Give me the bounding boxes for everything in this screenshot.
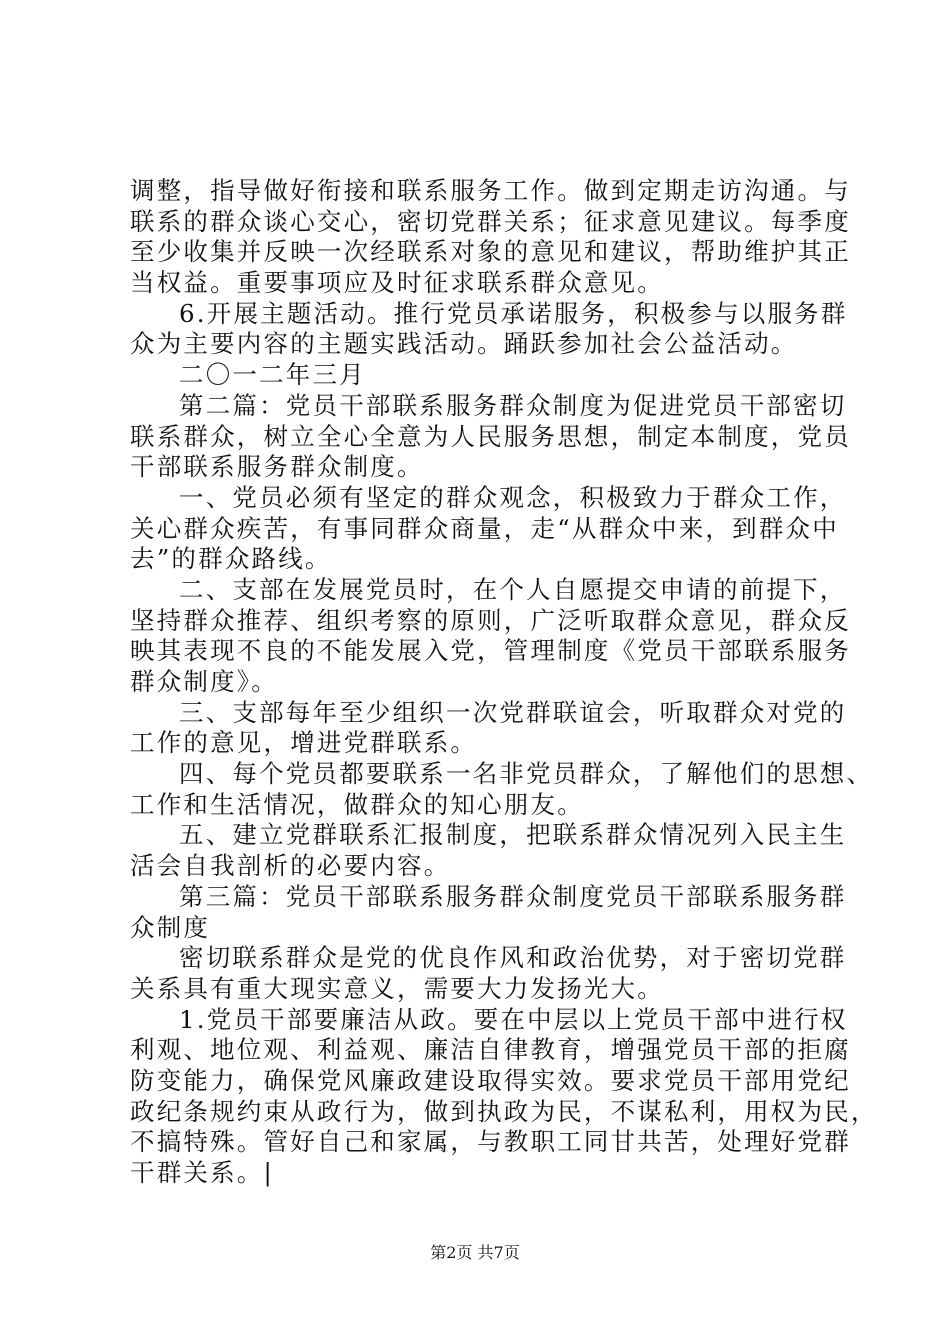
text-line: 不搞特殊。管好自己和家属，与教职工同甘共苦，处理好党群	[130, 1127, 851, 1157]
text-line: 第二篇：党员干部联系服务群众制度为促进党员干部密切	[179, 390, 847, 420]
text-line: 众制度	[130, 912, 211, 942]
text-line: 五、建立党群联系汇报制度，把联系群众情况列入民主生	[179, 820, 847, 850]
text-line: 映其表现不良的不能发展入党，管理制度《党员干部联系服务	[130, 636, 851, 666]
text-line: 干部联系服务群众制度。	[130, 452, 424, 482]
text-line: 四、每个党员都要联系一名非党员群众，了解他们的思想、	[179, 759, 874, 789]
text-line: 密切联系群众是党的优良作风和政治优势，对于密切党群	[179, 943, 847, 973]
text-line: 二、支部在发展党员时，在个人自愿提交申请的前提下，	[179, 574, 847, 604]
text-line: 政纪条规约束从政行为，做到执政为民，不谋私利，用权为民，	[130, 1096, 878, 1126]
text-line: 第三篇：党员干部联系服务群众制度党员干部联系服务群	[179, 881, 847, 911]
text-line: 防变能力，确保党风廉政建设取得实效。要求党员干部用党纪	[130, 1065, 851, 1095]
text-line: 1.党员干部要廉洁从政。要在中层以上党员干部中进行权	[179, 1004, 848, 1034]
text-line: 调整，指导做好衔接和联系服务工作。做到定期走访沟通。与	[130, 176, 851, 205]
text-line: 联系的群众谈心交心，密切党群关系；征求意见建议。每季度	[130, 206, 851, 236]
text-line: 群众制度》。	[130, 667, 278, 696]
text-line: 工作和生活情况，做群众的知心朋友。	[130, 789, 584, 819]
text-line: 干群关系。|	[130, 1158, 274, 1187]
text-line: 利观、地位观、利益观、廉洁自律教育，增强党员干部的拒腐	[130, 1035, 851, 1065]
text-line: 工作的意见，增进党群联系。	[130, 728, 478, 758]
text-line: 至少收集并反映一次经联系对象的意见和建议，帮助维护其正	[130, 237, 851, 267]
text-line: 6.开展主题活动。推行党员承诺服务，积极参与以服务群	[179, 298, 848, 328]
text-line: 三、支部每年至少组织一次党群联谊会，听取群众对党的	[179, 697, 847, 727]
document-body	[130, 176, 878, 1189]
text-line: 关系具有重大现实意义，需要大力发扬光大。	[130, 973, 664, 1003]
text-line: 当权益。重要事项应及时征求联系群众意见。	[130, 268, 664, 298]
text-line: 去”的群众路线。	[130, 544, 332, 574]
text-line: 关心群众疾苦，有事同群众商量，走“从群众中来，到群众中	[130, 513, 839, 543]
text-line: 活会自我剖析的必要内容。	[130, 851, 451, 881]
text-line: 二〇一二年三月	[179, 360, 366, 390]
text-line: 联系群众，树立全心全意为人民服务思想，制定本制度，党员	[130, 421, 851, 451]
text-line: 坚持群众推荐、组织考察的原则，广泛听取群众意见，群众反	[130, 605, 851, 635]
text-line: 众为主要内容的主题实践活动。踊跃参加社会公益活动。	[130, 329, 798, 359]
text-line: 一、党员必须有坚定的群众观念，积极致力于群众工作，	[179, 482, 847, 512]
page-footer: 第2页 共7页	[430, 1243, 520, 1262]
